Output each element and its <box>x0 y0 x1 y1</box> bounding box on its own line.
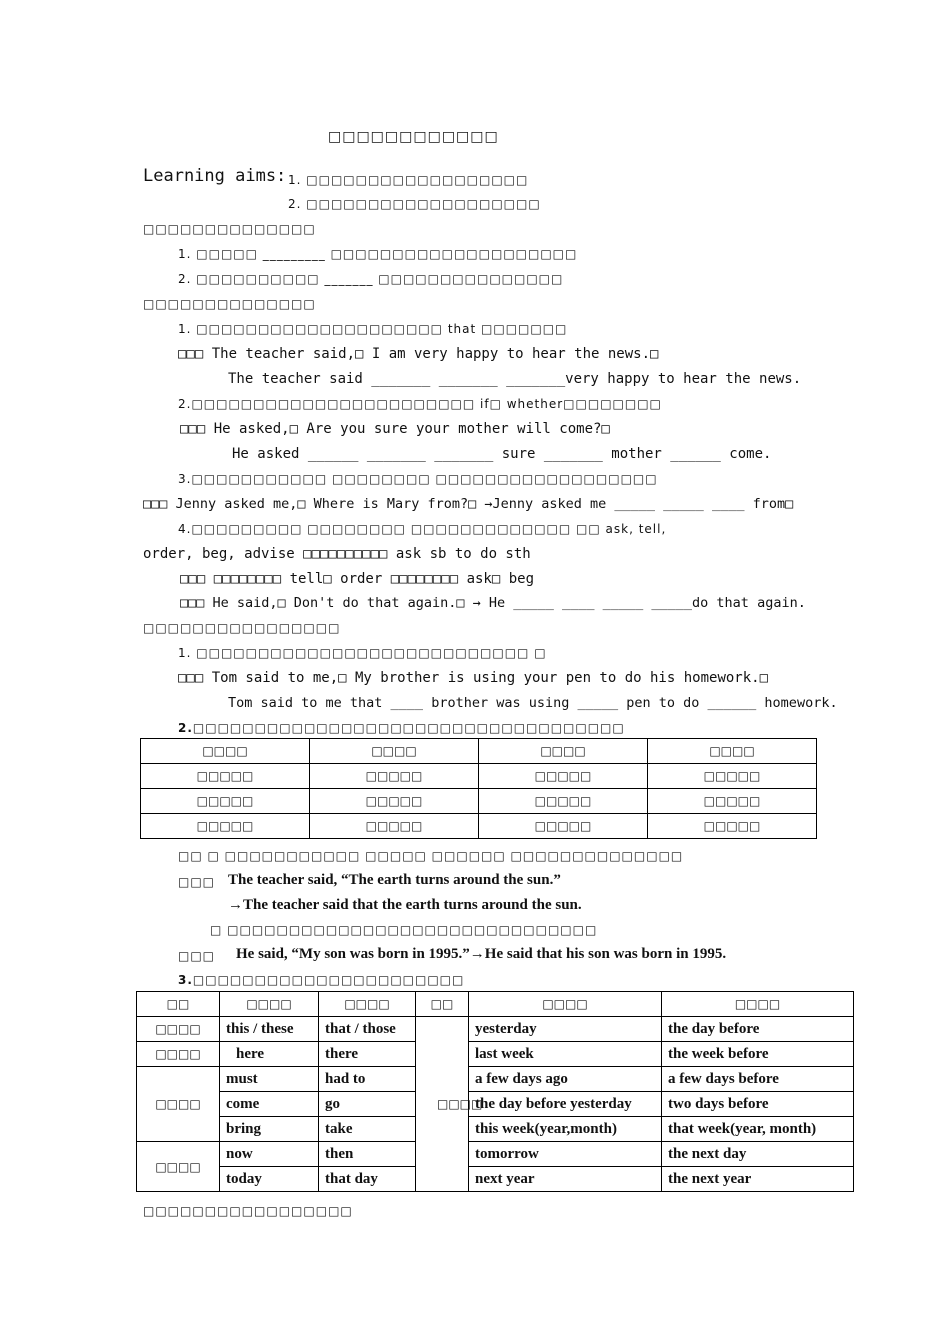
note-2-example-label: □□□ <box>178 949 216 963</box>
table-row: □□□□ this / these that / those □□□□ yesterday the day before <box>137 1017 854 1042</box>
rule-4: 4.□□□□□□□□□ □□□□□□□□ □□□□□□□□□□□□□ □□ ask, tell, <box>178 522 667 536</box>
rule-2-example: □□□ He asked,□ Are you sure your mother will come?□ <box>180 421 610 437</box>
tense-table <box>140 738 817 839</box>
table-row: □□□□□ □□□□□ □□□□□ □□□□□ <box>141 814 817 839</box>
aim-2: 2. □□□□□□□□□□□□□□□□□□□ <box>288 197 541 211</box>
rule-4-example: □□□ He said,□ Don't do that again.□ → He _____ ____ _____ _____do that again. <box>180 595 806 611</box>
rule-3: 3.□□□□□□□□□□□ □□□□□□□□ □□□□□□□□□□□□□□□□□□ <box>178 472 658 486</box>
note-1-example-answer: →The teacher said that the earth turns around the sun. <box>228 897 582 913</box>
vertical-label: □□□□ <box>437 1097 483 1111</box>
point-1-example-answer: Tom said to me that ____ brother was using _____ pen to do ______ homework. <box>228 695 838 711</box>
table-row: today that day next year the next year <box>137 1167 854 1192</box>
rule-3-example: □□□ Jenny asked me,□ Where is Mary from?□ →Jenny asked me _____ _____ ____ from□ <box>143 496 794 512</box>
table-row: □□□□ □□□□ □□□□ □□□□ <box>141 739 817 764</box>
rule-1-example: □□□ The teacher said,□ I am very happy to hear the news.□ <box>178 346 659 362</box>
section-1-item-1: 1. □□□□□ _________ □□□□□□□□□□□□□□□□□□□□ <box>178 247 578 261</box>
footer-text: □□□□□□□□□□□□□□□□□ <box>143 1204 353 1218</box>
rule-2-example-answer: He asked ______ _______ _______ sure _______ mother ______ come. <box>232 446 772 462</box>
note-1: □□ □ □□□□□□□□□□□ □□□□□ □□□□□□ □□□□□□□□□□□□□□ <box>178 849 684 863</box>
table-row: come go the day before yesterday two days before <box>137 1092 854 1117</box>
section-3-heading: □□□□□□□□□□□□□□□□ <box>143 621 341 635</box>
point-1: 1. □□□□□□□□□□□□□□□□□□□□□□□□□□□ □ <box>178 646 547 660</box>
section-1-heading: □□□□□□□□□□□□□□ <box>143 222 316 236</box>
rule-1-example-answer: The teacher said _______ _______ _______very happy to hear the news. <box>228 371 802 387</box>
note-1-example-label: □□□ <box>178 875 216 889</box>
table-row: □□□□ now then tomorrow the next day <box>137 1142 854 1167</box>
section-1-item-2: 2. □□□□□□□□□□ _______ □□□□□□□□□□□□□□□ <box>178 272 564 286</box>
rule-4-line-3: □□□ □□□□□□□□ tell□ order □□□□□□□□ ask□ beg <box>180 571 535 587</box>
note-2: □ □□□□□□□□□□□□□□□□□□□□□□□□□□□□□□ <box>210 923 598 937</box>
table-row: □□□□ here there last week the week before <box>137 1042 854 1067</box>
rule-2: 2.□□□□□□□□□□□□□□□□□□□□□□□ if□ whether□□□□□□□□ <box>178 397 662 411</box>
note-2-example: He said, “My son was born in 1995.”→He said that his son was born in 1995. <box>236 946 727 962</box>
point-2: 2.□□□□□□□□□□□□□□□□□□□□□□□□□□□□□□□□□□□ <box>178 721 625 735</box>
table-row: bring take this week(year,month) that week(year, month) <box>137 1117 854 1142</box>
point-1-example: □□□ Tom said to me,□ My brother is using your pen to do his homework.□ <box>178 670 769 686</box>
table-row: □□ □□□□ □□□□ □□ □□□□ □□□□ <box>137 992 854 1017</box>
rule-1: 1. □□□□□□□□□□□□□□□□□□□□ that □□□□□□□ <box>178 322 568 336</box>
table-row: □□□□□ □□□□□ □□□□□ □□□□□ <box>141 764 817 789</box>
word-change-table <box>136 991 854 1192</box>
note-1-example: The teacher said, “The earth turns around the sun.” <box>228 872 561 888</box>
table-row: □□□□□ □□□□□ □□□□□ □□□□□ <box>141 789 817 814</box>
section-2-heading: □□□□□□□□□□□□□□ <box>143 297 316 311</box>
rule-4-line-2: order, beg, advise □□□□□□□□□□ ask sb to do sth <box>143 546 531 562</box>
aims-label: Learning aims: <box>143 166 287 186</box>
point-3: 3.□□□□□□□□□□□□□□□□□□□□□□ <box>178 973 465 987</box>
aim-1: 1. □□□□□□□□□□□□□□□□□□ <box>288 173 529 187</box>
page-title: □□□□□□□□□□□□ <box>328 129 499 145</box>
table-row: □□□□ must had to a few days ago a few days before <box>137 1067 854 1092</box>
